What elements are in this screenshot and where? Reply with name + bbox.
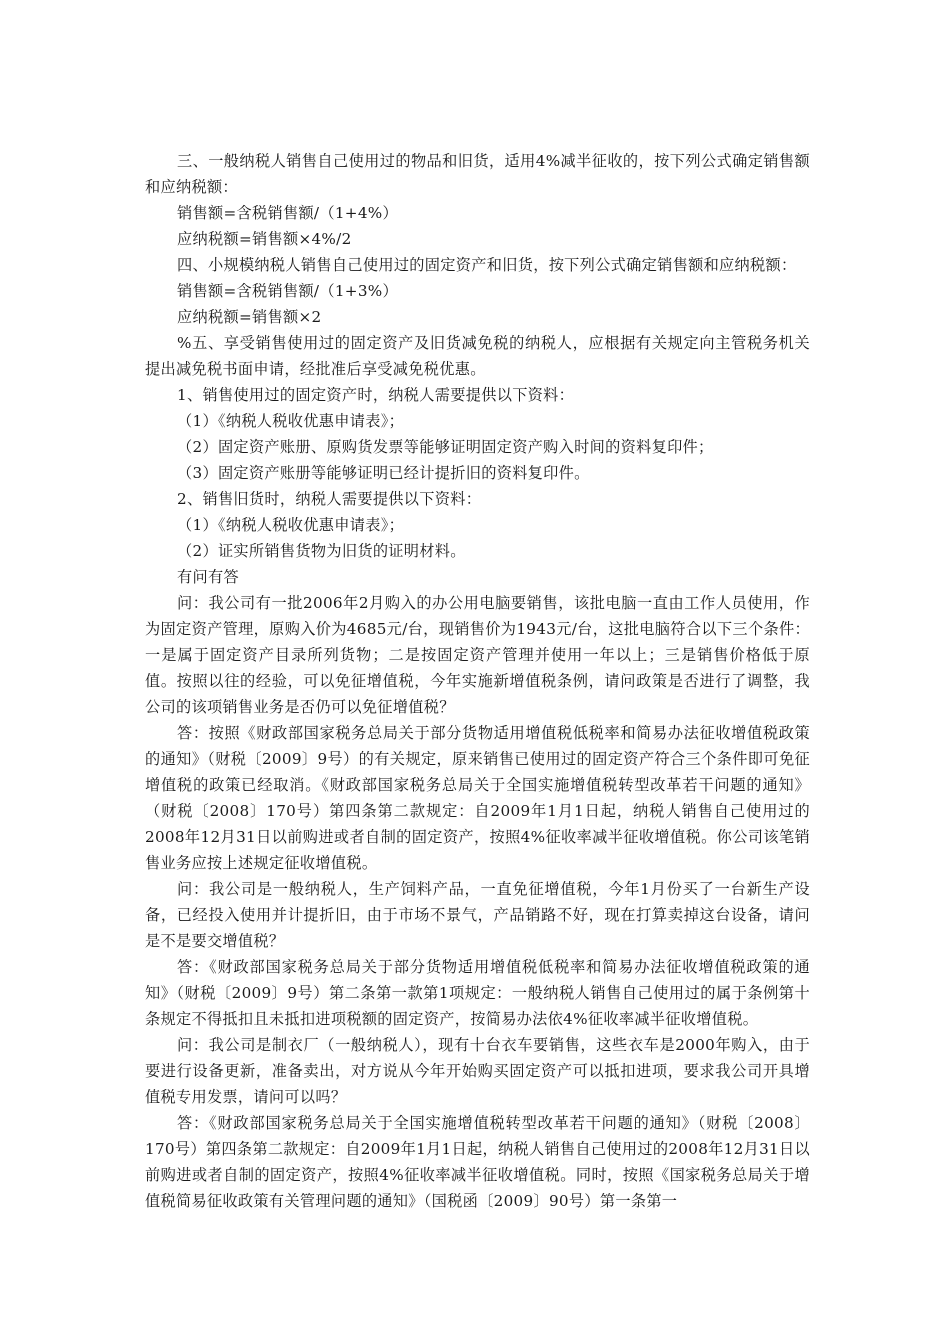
paragraph-exemption-application: %五、享受销售使用过的固定资产及旧货减免税的纳税人，应根据有关规定向主管税务机关提出减免税书面申请，经批准后享受减免税优惠。 — [145, 334, 810, 378]
paragraph-small-scale-formula: 四、小规模纳税人销售自己使用过的固定资产和旧货，按下列公式确定销售额和应纳税额： — [177, 256, 797, 274]
answer-1: 答：按照《财政部国家税务总局关于部分货物适用增值税低税率和简易办法征收增值税政策的通知》（财税〔2009〕9号）的有关规定，原来销售已使用过的固定资产符合三个条件即可免征增值税的政策已经取消。《财政部国家税务总局关于全国实施增值税转型改革若干问题的通知》（财税〔2008〕170号）第四条第二款规定：自2009年1月1日起，纳税人销售自己使用过的2008年12月31日以前购进或者自制的固定资产，按照4%征收率减半征收增值税。你公司该笔销售业务应按上述规定征收增值税。 — [145, 724, 810, 872]
question-2: 问：我公司是一般纳税人，生产饲料产品，一直免征增值税，今年1月份买了一台新生产设备，已经投入使用并计提折旧，由于市场不景气，产品销路不好，现在打算卖掉这台设备，请问是不是要交增值税？ — [145, 880, 810, 950]
formula-tax-2: 应纳税额=销售额×2 — [177, 308, 322, 326]
question-1: 问：我公司有一批2006年2月购入的办公用电脑要销售，该批电脑一直由工作人员使用，作为固定资产管理，原购入价为4685元/台，现销售价为1943元/台，这批电脑符合以下三个条件：一是属于固定资产目录所列货物；二是按固定资产管理并使用一年以上；三是销售价格低于原值。按照以往的经验，可以免征增值税，今年实施新增值税条例，请问政策是否进行了调整，我公司的该项销售业务是否仍可以免征增值税？ — [145, 594, 810, 716]
section-heading-qa: 有问有答 — [177, 568, 239, 586]
formula-tax-4-half: 应纳税额=销售额×4%/2 — [177, 230, 352, 248]
list-item-used-goods-1: （1）《纳税人税收优惠申请表》； — [177, 516, 405, 534]
list-item-fixed-assets-3: （3）固定资产账册等能够证明已经计提折旧的资料复印件。 — [177, 464, 590, 482]
formula-sales-4: 销售额=含税销售额/（1+4%） — [177, 204, 398, 222]
formula-sales-3: 销售额=含税销售额/（1+3%） — [177, 282, 398, 300]
answer-3: 答：《财政部国家税务总局关于全国实施增值税转型改革若干问题的通知》（财税〔2008〕170号）第四条第二款规定：自2009年1月1日起，纳税人销售自己使用过的2008年12月31日以前购进或者自制的固定资产，按照4%征收率减半征收增值税。同时，按照《国家税务总局关于增值税简易征收政策有关管理问题的通知》（国税函〔2009〕90号）第一条第一 — [145, 1114, 810, 1210]
paragraph-general-taxpayer-formula: 三、一般纳税人销售自己使用过的物品和旧货，适用4%减半征收的，按下列公式确定销售额和应纳税额： — [145, 152, 810, 196]
document-page — [145, 148, 810, 1214]
list-item-used-goods-2: （2）证实所销售货物为旧货的证明材料。 — [177, 542, 466, 560]
list-item-fixed-assets-2: （2）固定资产账册、原购货发票等能够证明固定资产购入时间的资料复印件； — [177, 438, 714, 456]
answer-2: 答：《财政部国家税务总局关于部分货物适用增值税低税率和简易办法征收增值税政策的通知》（财税〔2009〕9号）第二条第一款第1项规定：一般纳税人销售自己使用过的属于条例第十条规定不得抵扣且未抵扣进项税额的固定资产，按简易办法依4%征收率减半征收增值税。 — [145, 958, 810, 1028]
list-heading-used-goods: 2、销售旧货时，纳税人需要提供以下资料： — [177, 490, 482, 508]
question-3: 问：我公司是制衣厂（一般纳税人），现有十台衣车要销售，这些衣车是2000年购入，由于要进行设备更新，准备卖出，对方说从今年开始购买固定资产可以抵扣进项，要求我公司开具增值税专用发票，请问可以吗？ — [145, 1036, 810, 1106]
list-item-fixed-assets-1: （1）《纳税人税收优惠申请表》； — [177, 412, 405, 430]
list-heading-fixed-assets: 1、销售使用过的固定资产时，纳税人需要提供以下资料： — [177, 386, 575, 404]
